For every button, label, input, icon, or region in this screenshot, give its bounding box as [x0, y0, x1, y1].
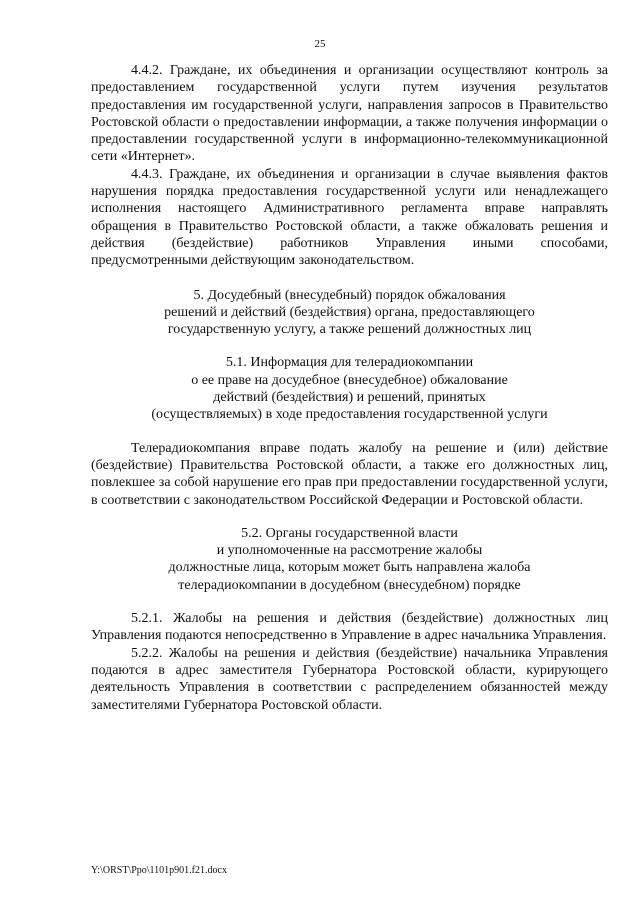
heading-line: и уполномоченные на рассмотрение жалобы	[216, 543, 483, 559]
paragraph-5-2-1: 5.2.1. Жалобы на решения и действия (бездействие) должностных лиц Управления подаются непосредственно в Управление в адрес начальника Управления.	[91, 611, 608, 644]
paragraph-4-4-2: 4.4.2. Граждане, их объединения и организации осуществляют контроль за предоставлением государственной услуги путем изучения результатов предоставления им государственной услуги, направления запросов в Правительство Ростовской области о предоставлении информации, а также получения информации о предоставлении государственной услуги в информационно-телекоммуникационной сети «Интернет».	[91, 63, 608, 165]
heading-line: решений и действий (бездействия) органа, предоставляющего	[164, 304, 535, 320]
heading-line: телерадиокомпании в досудебном (внесудебном) порядке	[178, 577, 521, 593]
paragraph-5-1-body: Телерадиокомпания вправе подать жалобу на решение и (или) действие (бездействие) Правительства Ростовской области, а также его должностных лиц, повлекшее за собой нарушение его прав при предоставлении государственной услуги, в соответствии с законодательством Российской Федерации и Ростовской области.	[91, 440, 608, 508]
heading-line: должностные лица, которым может быть направлена жалоба	[168, 560, 531, 576]
paragraph-4-4-3: 4.4.3. Граждане, их объединения и организации в случае выявления фактов нарушения порядка предоставления государственной услуги или ненадлежащего исполнения настоящего Административного регламента вправе направлять обращения в Правительство Ростовской области, а также обжаловать решения и действия (бездействие) работников Управления иными способами, предусмотренными действующим законодательством.	[91, 166, 608, 269]
paragraph-5-2-2: 5.2.2. Жалобы на решения и действия (бездействие) начальника Управления подаются в адрес заместителя Губернатора Ростовской области, курирующего деятельность Управления в соответствии с распределением обязанностей между заместителями Губернатора Ростовской области.	[91, 645, 608, 713]
section-5-1-heading	[91, 354, 608, 423]
heading-line: о ее праве на досудебное (внесудебное) обжалование	[191, 372, 508, 388]
heading-line: государственную услугу, а также решений должностных лиц	[167, 322, 532, 338]
heading-line: 5.1. Информация для телерадиокомпании	[225, 355, 474, 371]
document-body	[91, 62, 608, 714]
section-5-heading	[91, 287, 608, 339]
heading-line: 5.2. Органы государственной власти	[241, 525, 458, 541]
page-number: 25	[314, 38, 326, 50]
heading-line: (осуществляемых) в ходе предоставления государственной услуги	[151, 407, 548, 423]
footer-file-path: Y:\ORST\Ppo\1101p901.f21.docx	[91, 865, 227, 876]
heading-line: действий (бездействия) и решений, принятых	[213, 390, 486, 406]
section-5-2-heading	[91, 525, 608, 594]
heading-line: 5. Досудебный (внесудебный) порядок обжалования	[193, 287, 506, 303]
